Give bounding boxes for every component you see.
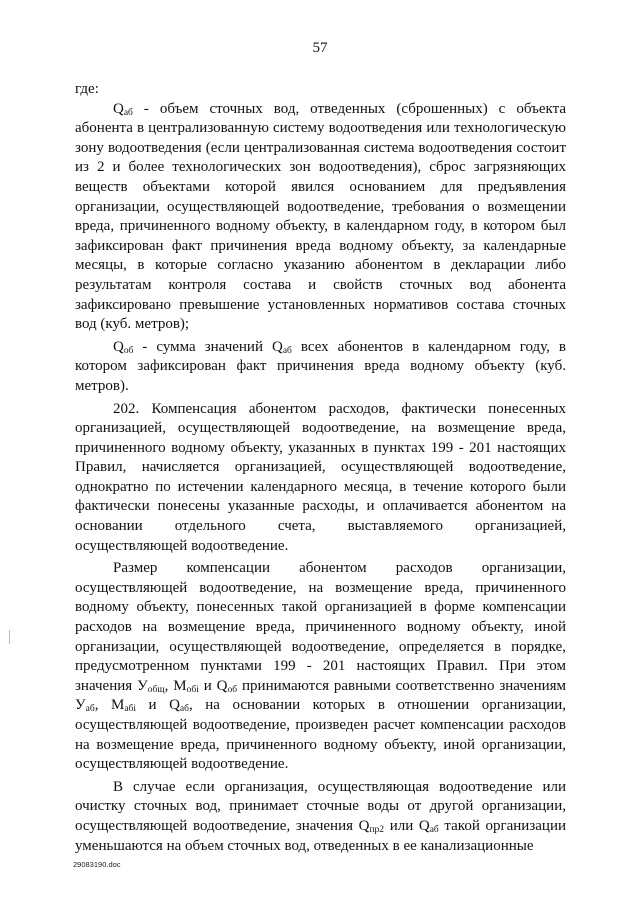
symbol: М: [173, 677, 187, 694]
subscript: аб: [429, 824, 439, 835]
paragraph-text: , на основании которых в отношении организации, осуществляющей водоотведение, произведен расчет компенсации расходов на возмещение вреда, причиненного водному объекту, иной организации, осуществляющей водоотведение.: [75, 697, 567, 773]
separator: ,: [94, 697, 111, 714]
document-body: [75, 80, 566, 856]
definition-q-ob: [75, 338, 566, 397]
separator: и: [198, 677, 217, 694]
paragraph-text: Размер компенсации абонентом расходов организации, осуществляющей водоотведение, на возмещение вреда, причиненного водному объекту, понесенных такой организацией в форме компенсации расходов на возмещение вреда, причиненного водному объекту, иной организации, осуществляющей водоотведение, определяется в порядке, предусмотренном пунктами 199 - 201 настоящих Правил. При этом значения: [75, 560, 566, 694]
subscript: общ: [147, 684, 165, 695]
paragraph-other-organization: [75, 778, 566, 856]
subscript: обi: [186, 684, 199, 695]
separator: или: [384, 817, 419, 834]
paragraph-text: В случае если организация, осуществляющая водоотведение или очистку сточных вод, принимает сточные воды от другой организации, осуществляющей водоотведение, значения: [75, 778, 566, 834]
symbol: Q: [113, 100, 124, 117]
subscript: пр2: [369, 824, 385, 835]
symbol: Q: [358, 817, 370, 834]
definition-q-ab: [75, 100, 566, 335]
paragraph-text: такой организации уменьшаются на объем сточных вод, отведенных в ее канализационные: [75, 817, 566, 854]
lead-label: где:: [75, 81, 99, 97]
paragraph-text: принимаются равными соответственно значениям: [237, 677, 567, 694]
separator: ,: [164, 677, 174, 694]
symbol: У: [137, 677, 148, 694]
page-number: 57: [312, 40, 328, 56]
subscript: аб: [85, 704, 95, 715]
symbol: У: [75, 697, 86, 714]
separator: и: [136, 697, 170, 714]
symbol: Q: [271, 338, 283, 355]
symbol: Q: [113, 338, 124, 355]
subscript: аб: [179, 704, 189, 715]
subscript: аб: [123, 107, 133, 118]
subscript: об: [227, 684, 238, 695]
definition-text: - сумма значений: [133, 338, 272, 355]
margin-mark: [9, 630, 10, 644]
subscript: аб: [282, 345, 292, 356]
file-name-footer: 29083190.doc: [73, 860, 121, 869]
symbol: Q: [418, 817, 430, 834]
definition-text: всех абонентов в календарном году, в котором зафиксирован факт причинения вреда водному объекту (куб. метров).: [75, 338, 566, 394]
symbol: Q: [216, 677, 228, 694]
subscript: абi: [124, 704, 137, 715]
paragraph-202: 202. Компенсация абонентом расходов, фактически понесенных организацией, осуществляющей водоотведение, на возмещение вреда, причиненного водному объекту, указанных в пунктах 199 - 201 настоящих Правил, начисляется организацией, осуществляющей водоотведение, однократно по истечении календарного месяца, в течение которого были фактически понесены указанные расходы, и оплачивается абонентом на основании отдельного счета, выставляемого организацией, осуществляющей водоотведение.: [75, 400, 566, 554]
definition-text: - объем сточных вод, отведенных (сброшенных) с объекта абонента в централизованную систему водоотведения или технологическую зону водоотведения (если централизованная система водоотведения состоит из 2 и более технологических зон водоотведения), сброс загрязняющих веществ объектами которой явился основанием для предъявления организации, осуществляющей водоотведение, требования о возмещении вреда, причиненного водному объекту, в календарном году, в котором был зафиксирован факт причинения вреда водному объекту, за календарные месяцы, в которые согласно указанию абонентом в декларации либо результатам контроля состава и свойств сточных вод абонента зафиксировано превышение установленных нормативов состава сточных вод (куб. метров);: [75, 100, 566, 333]
subscript: об: [123, 345, 134, 356]
symbol: М: [110, 697, 125, 714]
symbol: Q: [169, 697, 180, 714]
paragraph-compensation-size: [75, 559, 566, 775]
